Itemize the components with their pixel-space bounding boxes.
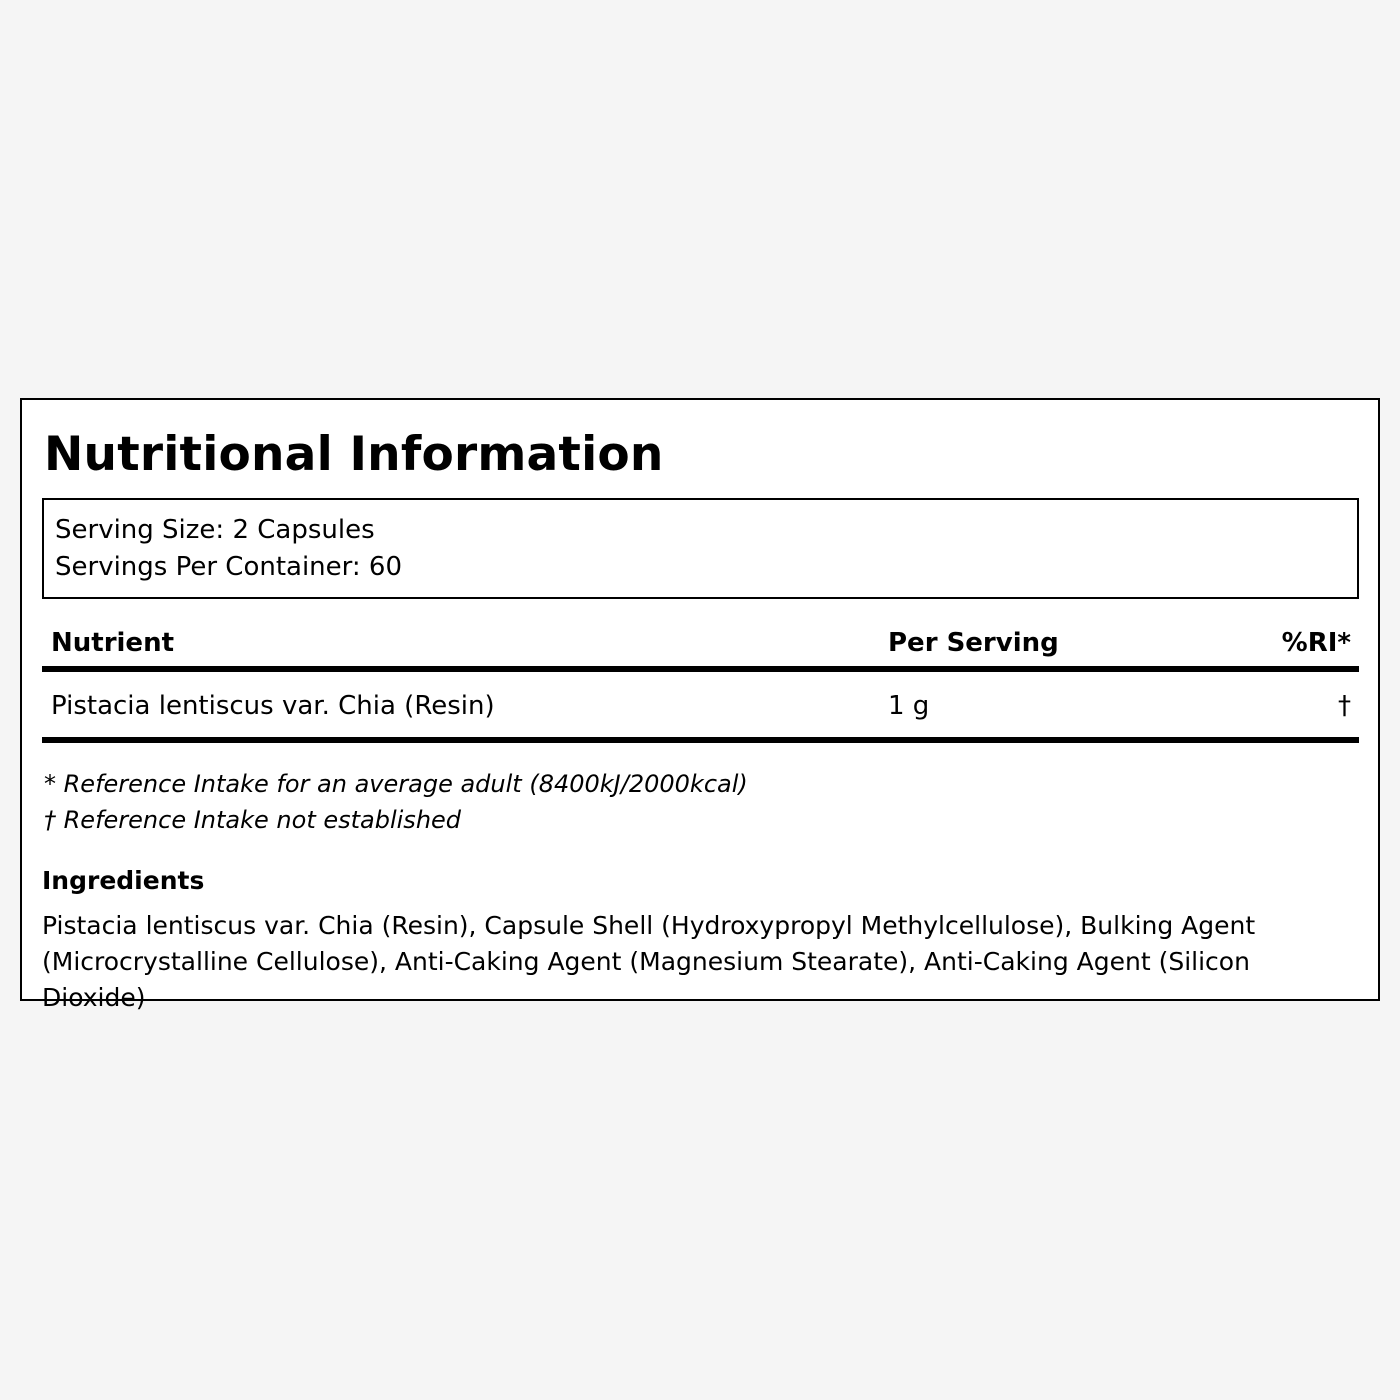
nutrient-table: [42, 620, 1359, 743]
header-ri: %RI*: [1281, 628, 1351, 658]
footnote-ri-adult: * Reference Intake for an average adult (8400kJ/2000kcal): [44, 770, 748, 798]
header-nutrient: Nutrient: [51, 628, 175, 658]
serving-info-box: [42, 498, 1359, 599]
table-row: [42, 672, 1359, 737]
nutrient-name: Pistacia lentiscus var. Chia (Resin): [51, 691, 495, 721]
nutrient-per-serving: 1 g: [888, 691, 930, 721]
footnotes: [44, 766, 748, 838]
servings-per-container: Servings Per Container: 60: [55, 552, 403, 582]
serving-size: Serving Size: 2 Capsules: [55, 515, 375, 545]
footnote-ri-not-established: † Reference Intake not established: [44, 806, 462, 834]
nutrient-ri: †: [1338, 691, 1351, 721]
ingredients-text: Pistacia lentiscus var. Chia (Resin), Capsule Shell (Hydroxypropyl Methylcellulose), Bulking Agent (Microcrystalline Cellulose), Anti-Caking Agent (Magnesium Stearate), Anti-Caking Agent (Silicon Dioxide): [42, 911, 1256, 1012]
label-title: Nutritional Information: [44, 427, 664, 482]
ingredients-heading: Ingredients: [42, 866, 205, 895]
table-header-row: [42, 620, 1359, 666]
header-per-serving: Per Serving: [888, 628, 1059, 658]
nutrition-label: [20, 398, 1380, 1012]
